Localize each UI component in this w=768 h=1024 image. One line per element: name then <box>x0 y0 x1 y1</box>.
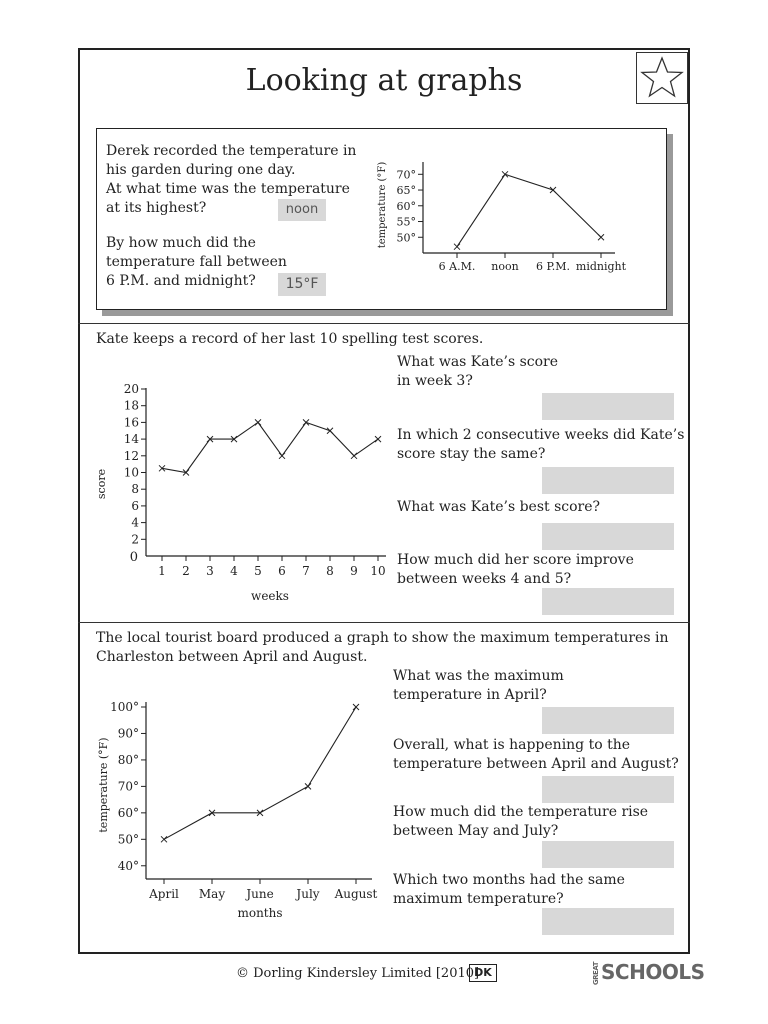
question-line: How much did the temperature rise <box>393 804 649 820</box>
logo-text: SCHOOLS <box>601 960 705 984</box>
page-title: Looking at graphs <box>245 63 523 98</box>
question-line: in week 3? <box>397 373 473 389</box>
question-line: between May and July? <box>393 823 559 839</box>
spelling-scores-chart <box>90 380 390 610</box>
charleston-temperature-chart <box>90 690 390 930</box>
question-line: What was Kate’s score <box>397 354 559 370</box>
question-line: between weeks 4 and 5? <box>397 571 572 587</box>
greatschools-logo <box>592 960 704 985</box>
x-tick-label: 1 <box>158 564 166 578</box>
origin-label: 0 <box>129 550 138 565</box>
section-2-intro: Kate keeps a record of her last 10 spelling test scores. <box>96 331 484 347</box>
x-tick-label: April <box>149 887 179 901</box>
x-tick-label: 6 A.M. <box>438 260 476 273</box>
y-tick-label: 4 <box>131 515 139 530</box>
x-tick-label: noon <box>491 260 519 273</box>
answer-field-8[interactable] <box>542 776 674 803</box>
series-line <box>164 707 356 839</box>
question-2 <box>106 234 287 291</box>
y-tick-label: 20 <box>123 382 139 396</box>
data-point <box>598 234 604 240</box>
x-axis-label: months <box>237 906 283 920</box>
y-tick-label: 100° <box>110 700 139 714</box>
x-tick-label: 2 <box>182 564 190 578</box>
answer-field-4[interactable] <box>542 467 674 494</box>
star-badge <box>636 52 688 104</box>
x-tick-label: May <box>198 887 226 901</box>
series-line <box>457 174 601 246</box>
question-8 <box>393 736 679 774</box>
y-tick-label: 50° <box>396 231 416 245</box>
question-line: Which two months had the same <box>393 872 625 888</box>
data-point <box>161 836 167 842</box>
question-line: at its highest? <box>106 200 207 216</box>
question-5 <box>397 498 600 517</box>
y-tick-label: 70° <box>396 168 416 182</box>
y-tick-label: 55° <box>396 215 416 229</box>
data-point <box>502 171 508 177</box>
y-axis-label: temperature (°F) <box>377 161 388 249</box>
question-line: temperature in April? <box>393 687 547 703</box>
question-line: 6 P.M. and midnight? <box>106 273 256 289</box>
y-tick-label: 8 <box>131 482 139 497</box>
y-axis-label: temperature (°F) <box>97 737 110 833</box>
y-tick-label: 14 <box>123 432 139 447</box>
y-tick-label: 6 <box>131 498 139 513</box>
data-point <box>305 783 311 789</box>
x-tick-label: June <box>246 887 274 901</box>
data-point <box>303 419 309 425</box>
x-tick-label: 3 <box>206 564 214 578</box>
x-tick-label: 9 <box>350 564 358 578</box>
y-tick-label: 12 <box>123 448 139 463</box>
answer-field-2[interactable]: 15°F <box>278 273 326 296</box>
y-tick-label: 80° <box>117 752 139 767</box>
answer-field-10[interactable] <box>542 908 674 935</box>
y-tick-label: 2 <box>131 532 139 547</box>
answer-field-5[interactable] <box>542 523 674 550</box>
question-line: maximum temperature? <box>393 891 564 907</box>
x-tick-label: July <box>296 887 320 901</box>
data-point <box>353 704 359 710</box>
answer-field-3[interactable] <box>542 393 674 420</box>
question-line: At what time was the temperature <box>106 181 350 197</box>
answer-field-1[interactable]: noon <box>278 199 326 221</box>
question-line: What was the maximum <box>393 668 564 684</box>
section-divider <box>78 622 690 623</box>
section-3-intro <box>96 629 668 667</box>
y-tick-label: 16 <box>123 415 139 430</box>
question-line: temperature between April and August? <box>393 756 679 772</box>
x-tick-label: August <box>334 887 378 901</box>
x-tick-label: 5 <box>254 564 262 578</box>
x-tick-label: 8 <box>326 564 334 578</box>
data-point <box>255 419 261 425</box>
y-tick-label: 40° <box>117 858 139 873</box>
answer-field-6[interactable] <box>542 588 674 615</box>
x-tick-label: 6 <box>278 564 286 578</box>
answer-field-7[interactable] <box>542 707 674 734</box>
data-point <box>327 428 333 434</box>
y-tick-label: 90° <box>117 726 139 741</box>
question-line: temperature fall between <box>106 254 287 270</box>
data-point <box>454 244 460 250</box>
copyright: © Dorling Kindersley Limited [2010] <box>236 966 480 981</box>
question-line: his garden during one day. <box>106 162 296 178</box>
question-line: Overall, what is happening to the <box>393 737 631 753</box>
answer-field-9[interactable] <box>542 841 674 868</box>
y-tick-label: 60° <box>396 199 416 213</box>
y-tick-label: 10 <box>123 465 139 480</box>
question-10 <box>393 871 625 909</box>
question-line: Derek recorded the temperature in <box>106 143 357 159</box>
question-line: score stay the same? <box>397 446 546 462</box>
question-line: By how much did the <box>106 235 256 251</box>
question-line: What was Kate’s best score? <box>397 499 601 515</box>
question-9 <box>393 803 648 841</box>
y-tick-label: 50° <box>117 832 139 847</box>
series-line <box>162 422 378 472</box>
star-icon <box>637 53 687 103</box>
x-tick-label: midnight <box>575 260 627 273</box>
temperature-day-chart <box>360 150 650 290</box>
x-tick-label: 6 P.M. <box>536 260 570 273</box>
intro-line: The local tourist board produced a graph to show the maximum temperatures in <box>96 630 669 646</box>
question-6 <box>397 551 634 589</box>
question-line: In which 2 consecutive weeks did Kate’s <box>397 427 685 443</box>
x-tick-label: 10 <box>370 564 386 578</box>
data-point <box>351 453 357 459</box>
data-point <box>375 436 381 442</box>
data-point <box>279 453 285 459</box>
y-tick-label: 70° <box>117 779 139 794</box>
y-axis-label: score <box>95 468 108 500</box>
question-line: How much did her score improve <box>397 552 634 568</box>
y-tick-label: 18 <box>123 398 139 413</box>
x-tick-label: 7 <box>302 564 310 578</box>
y-tick-label: 60° <box>117 805 139 820</box>
dk-logo: DK <box>469 964 497 982</box>
section-divider <box>78 323 690 324</box>
question-7 <box>393 667 564 705</box>
x-axis-label: weeks <box>251 589 289 603</box>
data-point <box>550 187 556 193</box>
logo-small-text: GREAT <box>592 961 600 986</box>
question-3 <box>397 353 558 391</box>
question-4 <box>397 426 684 464</box>
x-tick-label: 4 <box>230 564 238 578</box>
intro-line: Charleston between April and August. <box>96 649 368 665</box>
y-tick-label: 65° <box>396 184 416 198</box>
